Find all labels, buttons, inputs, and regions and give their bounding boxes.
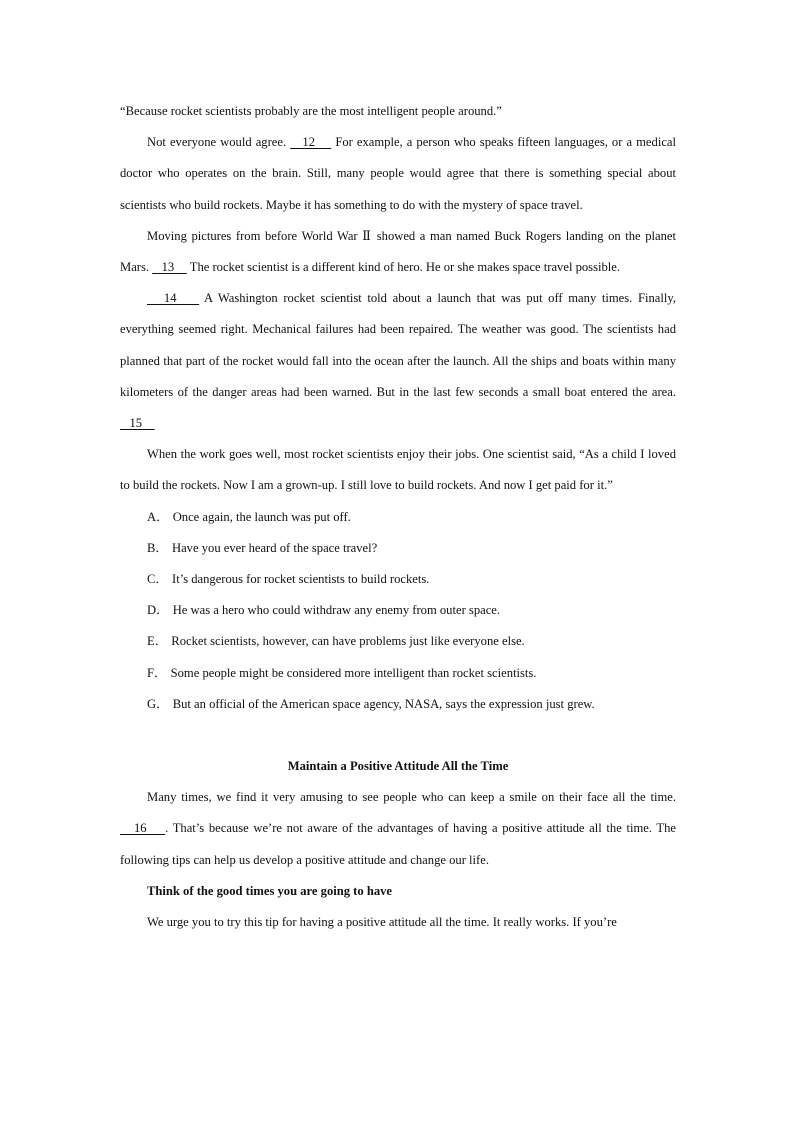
passage-2-subheading: Think of the good times you are going to have [147, 883, 393, 898]
option-g-letter: G． [147, 696, 169, 711]
passage-2-title: Maintain a Positive Attitude All the Time [287, 759, 509, 774]
opening-quote: “Because rocket scientists probably are the most intelligent people around.” [120, 104, 502, 118]
option-e [120, 626, 676, 657]
blank-15: 15 [120, 416, 155, 431]
blank-13: 13 [152, 260, 187, 275]
paragraph-1-text-before: Not everyone would agree. [147, 135, 291, 150]
option-b-text: Have you ever heard of the space travel? [172, 540, 378, 555]
options-list [120, 502, 676, 720]
option-c [120, 564, 676, 595]
option-a-letter: A． [147, 509, 169, 524]
paragraph-1-text-after: For example, a person who speaks fifteen languages, or a medical doctor who operates on the brain. Still, many people would agree that there is something special about scientists who build rockets. Maybe it has something to do with the mystery of space travel. [120, 135, 676, 212]
paragraph-3 [120, 283, 676, 439]
option-a [120, 502, 676, 533]
option-g [120, 689, 676, 720]
option-f-text: Some people might be considered more intelligent than rocket scientists. [170, 665, 537, 680]
option-e-letter: E． [147, 634, 168, 649]
option-f [120, 658, 676, 689]
paragraph-4: When the work goes well, most rocket scientists enjoy their jobs. One scientist said, “As a child I loved to build the rockets. Now I am a grown-up. I still love to build rockets. And now I get paid for it.” [120, 447, 676, 493]
passage-2-paragraph-1-text-before: Many times, we find it very amusing to see people who can keep a smile on their face all the time. [147, 790, 676, 805]
option-c-text: It’s dangerous for rocket scientists to build rockets. [172, 572, 430, 587]
blank-14: 14 [147, 291, 200, 306]
paragraph-2-text-after: The rocket scientist is a different kind of hero. He or she makes space travel possible. [186, 260, 621, 275]
option-f-letter: F． [147, 665, 167, 680]
option-d [120, 595, 676, 626]
option-c-letter: C． [147, 572, 168, 587]
option-g-text: But an official of the American space agency, NASA, says the expression just grew. [172, 696, 595, 711]
blank-12: 12 [290, 135, 332, 150]
option-e-text: Rocket scientists, however, can have problems just like everyone else. [171, 634, 525, 649]
passage-2-paragraph-2: We urge you to try this tip for having a positive attitude all the time. It really works. If you’re [147, 915, 617, 930]
passage-2-paragraph-1-text-after: . That’s because we’re not aware of the advantages of having a positive attitude all the time. The following tips can help us develop a positive attitude and change our life. [120, 821, 676, 867]
passage-2-paragraph-1 [120, 782, 676, 876]
option-a-text: Once again, the launch was put off. [172, 509, 351, 524]
blank-16: 16 [120, 821, 166, 836]
option-d-letter: D． [147, 603, 169, 618]
option-d-text: He was a hero who could withdraw any enemy from outer space. [172, 603, 501, 618]
document-content [120, 96, 676, 938]
paragraph-3-text: A Washington rocket scientist told about a launch that was put off many times. Finally, everything seemed right. Mechanical failures had been repaired. The weather was good. The scientists had planned that part of the rocket would fall into the ocean after the launch. All the ships and boats within many kilometers of the danger areas had been warned. But in the last few seconds a small boat entered the area. [120, 291, 676, 399]
paragraph-2 [120, 221, 676, 283]
option-b-letter: B． [147, 540, 168, 555]
paragraph-1 [120, 127, 676, 221]
paragraph-2-text-before: Moving pictures from before World War Ⅱ showed a man named Buck Rogers landing on the planet Mars. [120, 228, 676, 275]
option-b [120, 533, 676, 564]
